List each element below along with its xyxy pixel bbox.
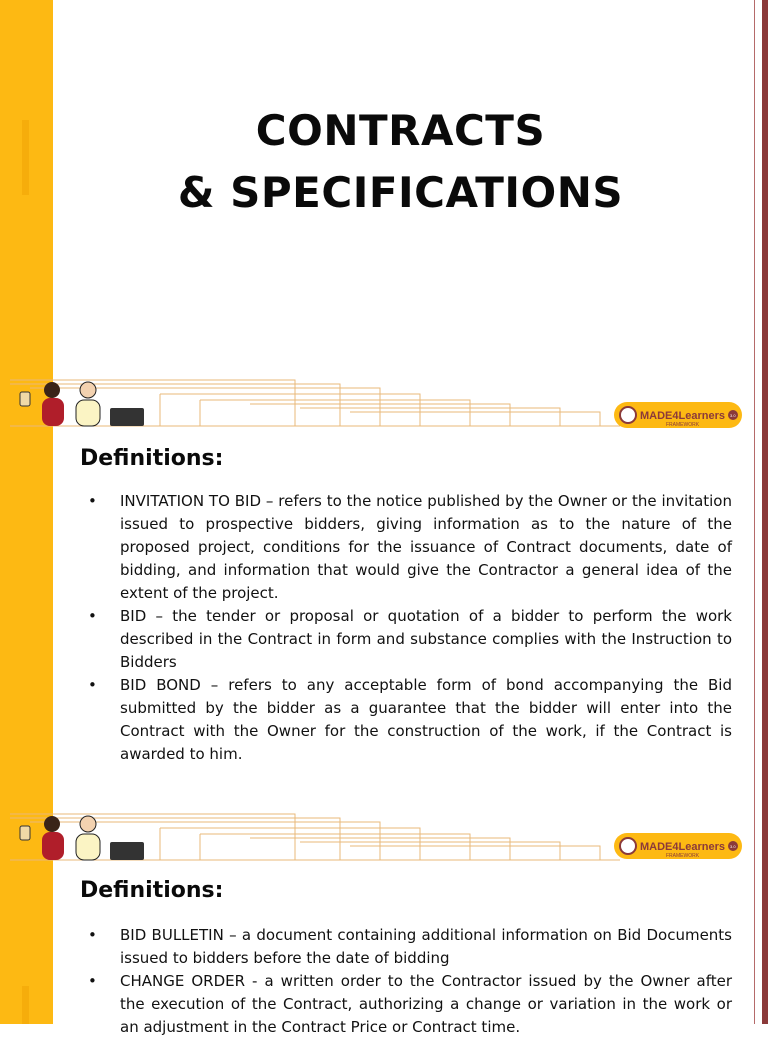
definition-text: INVITATION TO BID – refers to the notice published by the Owner or the invitation issued to prospective bidders, giving information as to the nature of the proposed project, conditions for the issuance of Contract documents, date of bidding, and information that would give the Contractor a general idea of the extent of the project. [120, 492, 732, 602]
definitions-slide-2 [0, 808, 768, 1036]
bullet: • [88, 972, 97, 990]
bullet: • [88, 607, 97, 625]
left-accent-mark [22, 986, 29, 1024]
logo-version: 3.0 [730, 413, 736, 418]
page-title [53, 100, 748, 224]
header-band [0, 374, 768, 432]
logo-name: MADE4Learners [640, 410, 725, 422]
list-item [80, 605, 732, 674]
definition-text: BID BOND – refers to any acceptable form of bond accompanying the Bid submitted by the bidder as a guarantee that the bidder will enter into the Contract with the Owner for the construction of the work, if the Contract is awarded to him. [120, 676, 732, 763]
definition-text: CHANGE ORDER - a written order to the Contractor issued by the Owner after the execution of the Contract, authorizing a change or variation in the work or an adjustment in the Contract Price or Contract time. [120, 972, 732, 1036]
logo-name: MADE4Learners [640, 841, 725, 853]
logo-subtitle: FRAMEWORK [666, 853, 700, 859]
list-item [80, 970, 732, 1039]
definition-text: BID BULLETIN – a document containing additional information on Bid Documents issued to bidders before the date of bidding [120, 926, 732, 967]
bullet: • [88, 676, 97, 694]
right-accent-bar [762, 0, 768, 432]
logo-subtitle: FRAMEWORK [666, 422, 700, 428]
definition-text: BID – the tender or proposal or quotation of a bidder to perform the work described in the Contract in form and substance complies with the Instruction to Bidders [120, 607, 732, 671]
list-item [80, 674, 732, 766]
title-line-1: CONTRACTS [255, 106, 546, 155]
right-accent-line [754, 0, 755, 432]
logo-badge [614, 402, 742, 428]
section-heading: Definitions: [80, 878, 224, 903]
right-accent-bar [762, 432, 768, 808]
title-line-2: & SPECIFICATIONS [177, 168, 624, 217]
logo-badge [614, 833, 742, 859]
logo-version: 3.0 [730, 844, 736, 849]
bullet: • [88, 492, 97, 510]
band-lines [10, 814, 620, 860]
people-illustration-icon [20, 382, 144, 426]
left-accent-bar [0, 0, 53, 432]
list-item [80, 490, 732, 605]
people-illustration-icon [20, 816, 144, 860]
section-heading: Definitions: [80, 446, 224, 471]
definition-list [80, 924, 732, 1039]
right-accent-line [754, 432, 755, 808]
left-accent-mark [22, 120, 29, 195]
definition-list [80, 490, 732, 766]
left-accent-bar [0, 432, 53, 808]
list-item [80, 924, 732, 970]
bullet: • [88, 926, 97, 944]
definitions-slide-1 [0, 432, 768, 808]
header-band [0, 808, 768, 866]
cover-slide [0, 0, 768, 432]
band-lines [10, 380, 620, 426]
